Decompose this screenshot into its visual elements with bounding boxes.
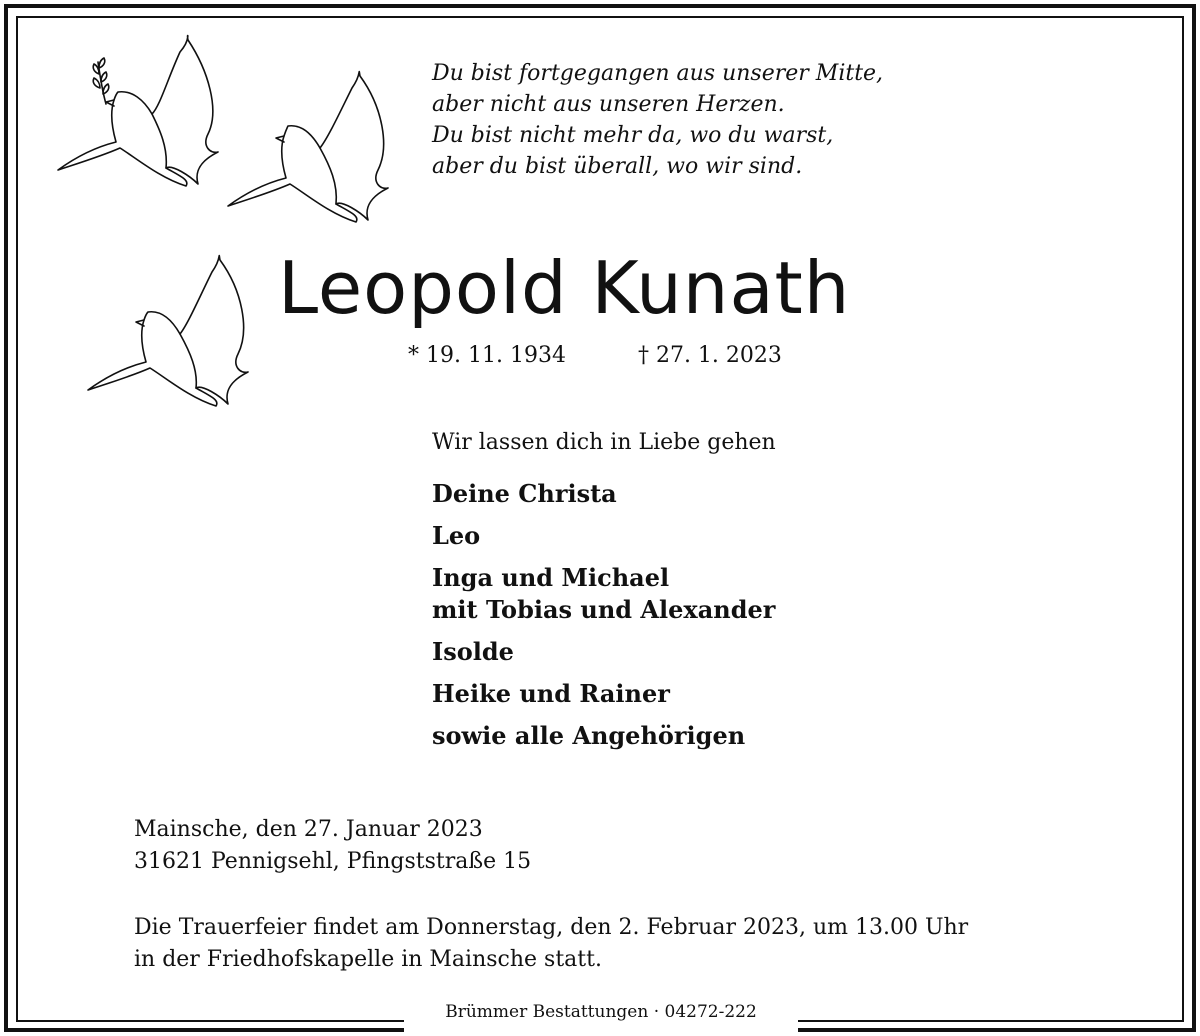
poem-verse bbox=[432, 58, 952, 182]
birth-date: * 19. 11. 1934 bbox=[408, 343, 566, 368]
mourner-name: Inga und Michael bbox=[432, 563, 670, 592]
mourner-name: Deine Christa bbox=[432, 479, 617, 508]
deceased-name: Leopold Kunath bbox=[278, 246, 851, 330]
farewell-text: Wir lassen dich in Liebe gehen bbox=[432, 430, 776, 455]
mourner-name: mit Tobias und Alexander bbox=[432, 595, 776, 624]
doves-illustration bbox=[40, 30, 420, 430]
ceremony-line: Die Trauerfeier findet am Donnerstag, den 2. Februar 2023, um 13.00 Uhr bbox=[134, 915, 969, 940]
mourner-name: Leo bbox=[432, 521, 481, 550]
death-date: † 27. 1. 2023 bbox=[637, 343, 782, 368]
poem-line: Du bist nicht mehr da, wo du warst, bbox=[432, 123, 834, 148]
mourner-name: sowie alle Angehörigen bbox=[432, 721, 746, 750]
place-and-address bbox=[134, 814, 531, 878]
dove-with-olive-branch-icon bbox=[58, 36, 218, 186]
address-line: 31621 Pennigsehl, Pfingststraße 15 bbox=[134, 849, 532, 874]
poem-line: Du bist fortgegangen aus unserer Mitte, bbox=[432, 61, 884, 86]
life-dates bbox=[408, 342, 782, 370]
dove-icon bbox=[88, 256, 248, 406]
mourner-name: Heike und Rainer bbox=[432, 679, 670, 708]
mourners-list bbox=[432, 478, 775, 762]
poem-line: aber du bist überall, wo wir sind. bbox=[432, 154, 803, 179]
ceremony-line: in der Friedhofskapelle in Mainsche statt. bbox=[134, 947, 602, 972]
dove-icon bbox=[228, 72, 388, 222]
place-date-line: Mainsche, den 27. Januar 2023 bbox=[134, 817, 483, 842]
poem-line: aber nicht aus unseren Herzen. bbox=[432, 92, 785, 117]
mourner-name: Isolde bbox=[432, 637, 514, 666]
funeral-ceremony-notice bbox=[134, 912, 968, 976]
funeral-home-credit: Brümmer Bestattungen · 04272-222 bbox=[445, 1002, 757, 1022]
